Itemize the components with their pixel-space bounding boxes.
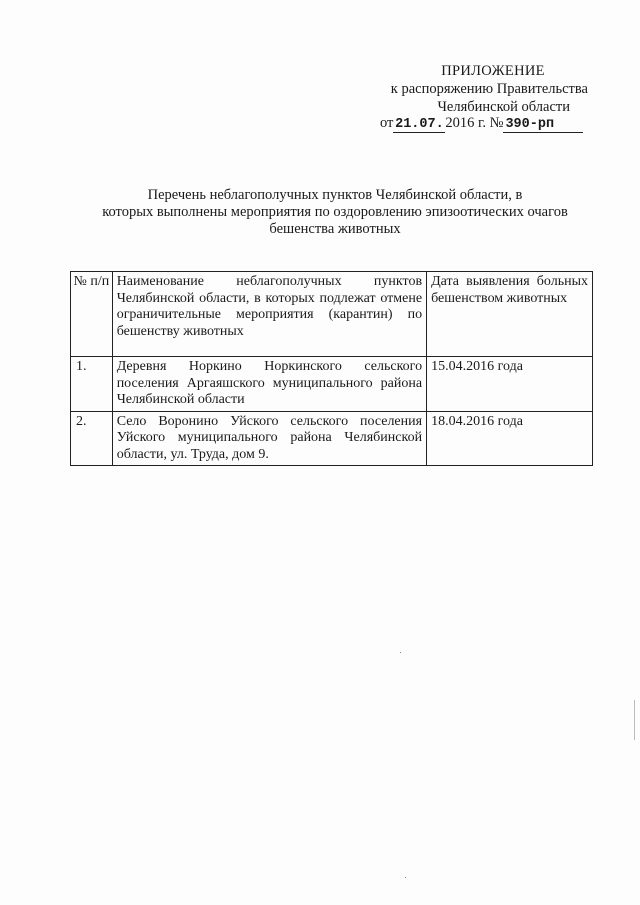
order-prefix: от: [380, 115, 394, 131]
header-name: Наименование неблагополучных пунктов Челябинской области, в которых подлежат отмене ограничительные мероприятия (карантин) по бешенству животных: [112, 272, 426, 357]
caption-line-1: Перечень неблагополучных пунктов Челябинской области, в: [147, 187, 523, 203]
row-date: 18.04.2016 года: [427, 411, 593, 466]
scan-speck: [400, 652, 401, 653]
appendix-line-1: к распоряжению Правительства: [390, 81, 588, 97]
order-reference: [380, 115, 583, 133]
row-name: Село Воронино Уйского сельского поселения Уйского муниципального района Челябинской области, ул. Труда, дом 9.: [112, 411, 426, 466]
order-date: 21.07.: [395, 117, 444, 132]
scan-edge-mark: [634, 700, 635, 740]
caption-line-2: которых выполнены мероприятия по оздоровлению эпизоотических очагов: [102, 204, 568, 220]
table-row: [71, 411, 593, 466]
appendix-heading: [358, 62, 588, 116]
header-num: № п/п: [71, 272, 113, 357]
order-number: 390-рп: [503, 118, 583, 133]
table-row: [71, 357, 593, 412]
row-name: Деревня Норкино Норкинского сельского поселения Аргаяшского муниципального района Челябинской области: [112, 357, 426, 412]
locations-table: [70, 271, 593, 466]
table-header-row: [71, 272, 593, 357]
row-num: 2.: [71, 411, 113, 466]
scan-speck: [405, 877, 406, 878]
order-year: 2016 г. №: [445, 115, 504, 131]
appendix-title: ПРИЛОЖЕНИЕ: [441, 63, 545, 79]
caption-line-3: бешенства животных: [269, 221, 401, 237]
document-caption: [70, 187, 600, 238]
row-num: 1.: [71, 357, 113, 412]
appendix-line-2: Челябинской области: [437, 99, 570, 115]
row-date: 15.04.2016 года: [427, 357, 593, 412]
header-date: Дата выявления больных бешенством животных: [427, 272, 593, 357]
